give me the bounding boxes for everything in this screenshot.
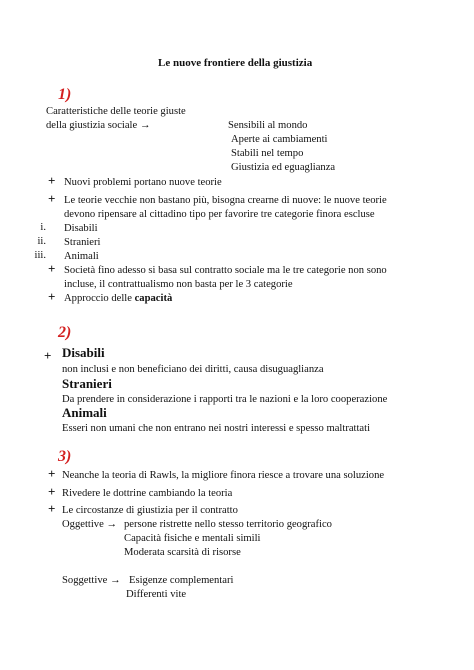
category-description: Da prendere in considerazione i rapporti tra le nazioni e la loro cooperazione — [62, 394, 388, 405]
plus-bullet-icon: + — [48, 289, 56, 304]
intro-line-1: Caratteristiche delle teorie giuste — [46, 106, 186, 117]
soggettive-item: Esigenze complementari — [129, 575, 234, 586]
bullet-text: Nuovi problemi portano nuove teorie — [64, 177, 222, 188]
roman-numeral: ii. — [37, 236, 46, 247]
section-number-3: 3) — [58, 448, 72, 465]
trait-item: Giustizia ed eguaglianza — [231, 162, 336, 173]
category-item: Animali — [64, 251, 99, 262]
oggettive-item: Capacità fisiche e mentali simili — [124, 533, 261, 544]
bullet-text: devono ripensare al cittadino tipo per favorire tre categorie finora escluse — [64, 209, 375, 220]
trait-item: Stabili nel tempo — [231, 148, 304, 159]
bullet-bold-term: capacità — [134, 293, 173, 304]
soggettive-item: Differenti vite — [126, 589, 187, 600]
soggettive-label: Soggettive → — [62, 575, 121, 586]
trait-item: Aperte ai cambiamenti — [231, 134, 328, 145]
plus-bullet-icon: + — [48, 191, 56, 206]
plus-bullet-icon: + — [44, 348, 52, 363]
bullet-text — [64, 292, 172, 305]
plus-bullet-icon: + — [48, 466, 56, 481]
section-number-1: 1) — [58, 86, 72, 103]
intro-line-2: della giustizia sociale → — [46, 120, 151, 131]
category-item: Stranieri — [64, 237, 101, 248]
bullet-text: Società fino adesso si basa sul contratto sociale ma le tre categorie non sono — [64, 265, 387, 276]
bullet-text: Neanche la teoria di Rawls, la migliore finora riesce a trovare una soluzione — [62, 470, 385, 481]
bullet-prefix: Approccio delle — [64, 293, 135, 304]
category-heading: Animali — [62, 405, 107, 420]
bullet-text: Le circostanze di giustizia per il contratto — [62, 505, 238, 516]
oggettive-label: Oggettive → — [62, 519, 118, 530]
bullet-text: Rivedere le dottrine cambiando la teoria — [62, 488, 233, 499]
plus-bullet-icon: + — [48, 173, 56, 188]
category-description: Esseri non umani che non entrano nei nostri interessi e spesso maltrattati — [62, 423, 371, 434]
category-description: non inclusi e non beneficiano dei diritti, causa disuguaglianza — [62, 364, 324, 375]
bullet-text: incluse, il contrattualismo non basta per le 3 categorie — [64, 279, 293, 290]
oggettive-item: persone ristrette nello stesso territorio geografico — [124, 519, 332, 530]
plus-bullet-icon: + — [48, 261, 56, 276]
oggettive-item: Moderata scarsità di risorse — [124, 547, 241, 558]
roman-numeral: iii. — [34, 250, 46, 261]
page-title: Le nuove frontiere della giustizia — [158, 57, 313, 69]
category-heading: Disabili — [62, 345, 105, 360]
trait-item: Sensibili al mondo — [228, 120, 308, 131]
section-number-2: 2) — [58, 324, 72, 341]
bullet-text: Le teorie vecchie non bastano più, bisogna crearne di nuove: le nuove teorie — [64, 195, 387, 206]
category-heading: Stranieri — [62, 376, 112, 391]
roman-numeral: i. — [40, 222, 46, 233]
category-item: Disabili — [64, 223, 98, 234]
plus-bullet-icon: + — [48, 501, 56, 516]
plus-bullet-icon: + — [48, 484, 56, 499]
